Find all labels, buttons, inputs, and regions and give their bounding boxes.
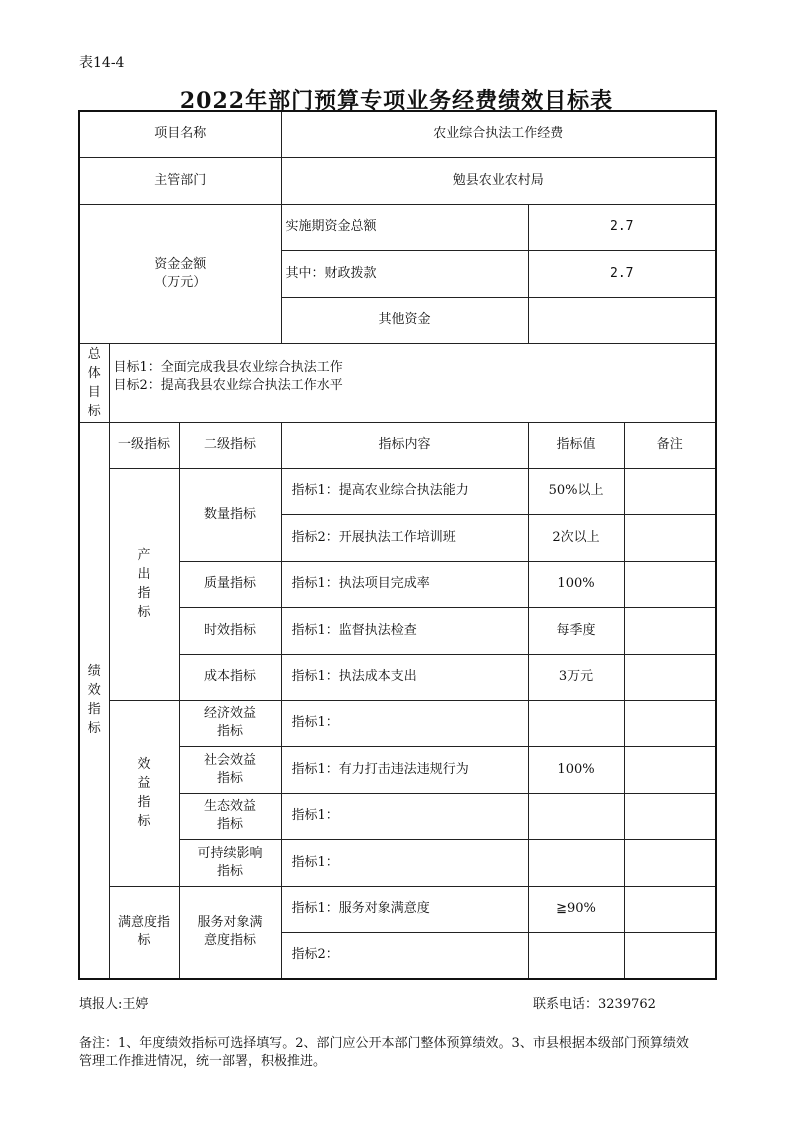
row-7-content: 指标1： <box>281 793 528 839</box>
funds-label <box>79 204 281 343</box>
benefit-indicator-text: 效益指标 <box>137 757 151 829</box>
performance-label-text: 绩效指标 <box>87 664 101 737</box>
row-8-value <box>528 839 624 886</box>
row-1-content: 指标2：开展执法工作培训班 <box>281 514 528 561</box>
row-7-level2 <box>179 793 281 839</box>
other-funds-label: 其他资金 <box>281 297 528 343</box>
row-10-content: 指标2： <box>281 932 528 979</box>
row-4-note <box>624 654 716 700</box>
contact-phone: 联系电话：3239762 <box>533 997 656 1012</box>
row-2-content: 指标1：执法项目完成率 <box>281 561 528 607</box>
row-3-level2: 时效指标 <box>179 607 281 654</box>
header-content: 指标内容 <box>281 422 528 468</box>
reporter: 填报人:王婷 <box>79 997 149 1012</box>
funds-label-line2: （万元） <box>154 274 207 290</box>
row-0-level2: 数量指标 <box>179 468 281 561</box>
goal-content <box>109 343 716 422</box>
row-9-content: 指标1：服务对象满意度 <box>281 886 528 932</box>
remark-line-1: 备注：1、年度绩效指标可选择填写。2、部门应公开本部门整体预算绩效。3、市县根据本级部门预算绩效 <box>79 1036 689 1051</box>
row-7-note <box>624 793 716 839</box>
row-6-content: 指标1：有力打击违法违规行为 <box>281 746 528 793</box>
row-3-note <box>624 607 716 654</box>
output-indicator-label <box>109 468 179 700</box>
row-6-level2 <box>179 746 281 793</box>
row-2-level2: 质量指标 <box>179 561 281 607</box>
row-9-value: ≧90% <box>528 886 624 932</box>
row-3-content: 指标1：监督执法检查 <box>281 607 528 654</box>
row-9-level2-text: 服务对象满意度指标 <box>197 915 263 949</box>
row-0-note <box>624 468 716 514</box>
dept-label: 主管部门 <box>79 157 281 204</box>
row-7-level2-text: 生态效益指标 <box>203 799 256 832</box>
funds-label-line1: 资金金额 <box>154 256 207 272</box>
fiscal-funds-value: 2.7 <box>528 250 716 297</box>
row-9-level2 <box>179 886 281 979</box>
row-0-content: 指标1：提高农业综合执法能力 <box>281 468 528 514</box>
fiscal-funds-label: 其中：财政拨款 <box>281 250 528 297</box>
goal-label <box>79 343 109 422</box>
row-5-content: 指标1： <box>281 700 528 746</box>
row-4-value: 3万元 <box>528 654 624 700</box>
row-8-level2-text: 可持续影响指标 <box>197 845 263 879</box>
project-name-value: 农业综合执法工作经费 <box>281 111 716 157</box>
form-code: 表14-4 <box>79 55 125 71</box>
performance-table <box>78 110 717 980</box>
row-6-value: 100% <box>528 746 624 793</box>
other-funds-value <box>528 297 716 343</box>
row-8-level2 <box>179 839 281 886</box>
page-title: 2022年部门预算专项业务经费绩效目标表 <box>179 88 614 114</box>
row-5-note <box>624 700 716 746</box>
row-10-note <box>624 932 716 979</box>
row-6-note <box>624 746 716 793</box>
row-4-content: 指标1：执法成本支出 <box>281 654 528 700</box>
header-level2: 二级指标 <box>179 422 281 468</box>
satisfaction-indicator-text: 满意度指标 <box>117 915 170 949</box>
row-0-value: 50%以上 <box>528 468 624 514</box>
header-value: 指标值 <box>528 422 624 468</box>
performance-label <box>79 422 109 979</box>
total-funds-value: 2.7 <box>528 204 716 250</box>
remark-line-2: 管理工作推进情况，统一部署，积极推进。 <box>79 1054 327 1069</box>
row-2-value: 100% <box>528 561 624 607</box>
total-funds-label: 实施期资金总额 <box>281 204 528 250</box>
row-4-level2: 成本指标 <box>179 654 281 700</box>
goal-2: 目标2：提高我县农业综合执法工作水平 <box>113 377 343 393</box>
satisfaction-indicator-label <box>109 886 179 979</box>
row-8-note <box>624 839 716 886</box>
row-1-value: 2次以上 <box>528 514 624 561</box>
header-level1: 一级指标 <box>109 422 179 468</box>
row-5-level2-text: 经济效益指标 <box>203 706 256 739</box>
output-indicator-text: 产出指标 <box>137 548 151 620</box>
row-5-value <box>528 700 624 746</box>
row-9-note <box>624 886 716 932</box>
row-7-value <box>528 793 624 839</box>
row-5-level2 <box>179 700 281 746</box>
project-name-label: 项目名称 <box>79 111 281 157</box>
row-10-value <box>528 932 624 979</box>
row-3-value: 每季度 <box>528 607 624 654</box>
row-2-note <box>624 561 716 607</box>
dept-value: 勉县农业农村局 <box>281 157 716 204</box>
goal-label-text: 总体目标 <box>87 346 101 419</box>
row-8-content: 指标1： <box>281 839 528 886</box>
header-note: 备注 <box>624 422 716 468</box>
goal-1: 目标1：全面完成我县农业综合执法工作 <box>113 359 343 375</box>
benefit-indicator-label <box>109 700 179 886</box>
row-6-level2-text: 社会效益指标 <box>203 752 256 786</box>
row-1-note <box>624 514 716 561</box>
